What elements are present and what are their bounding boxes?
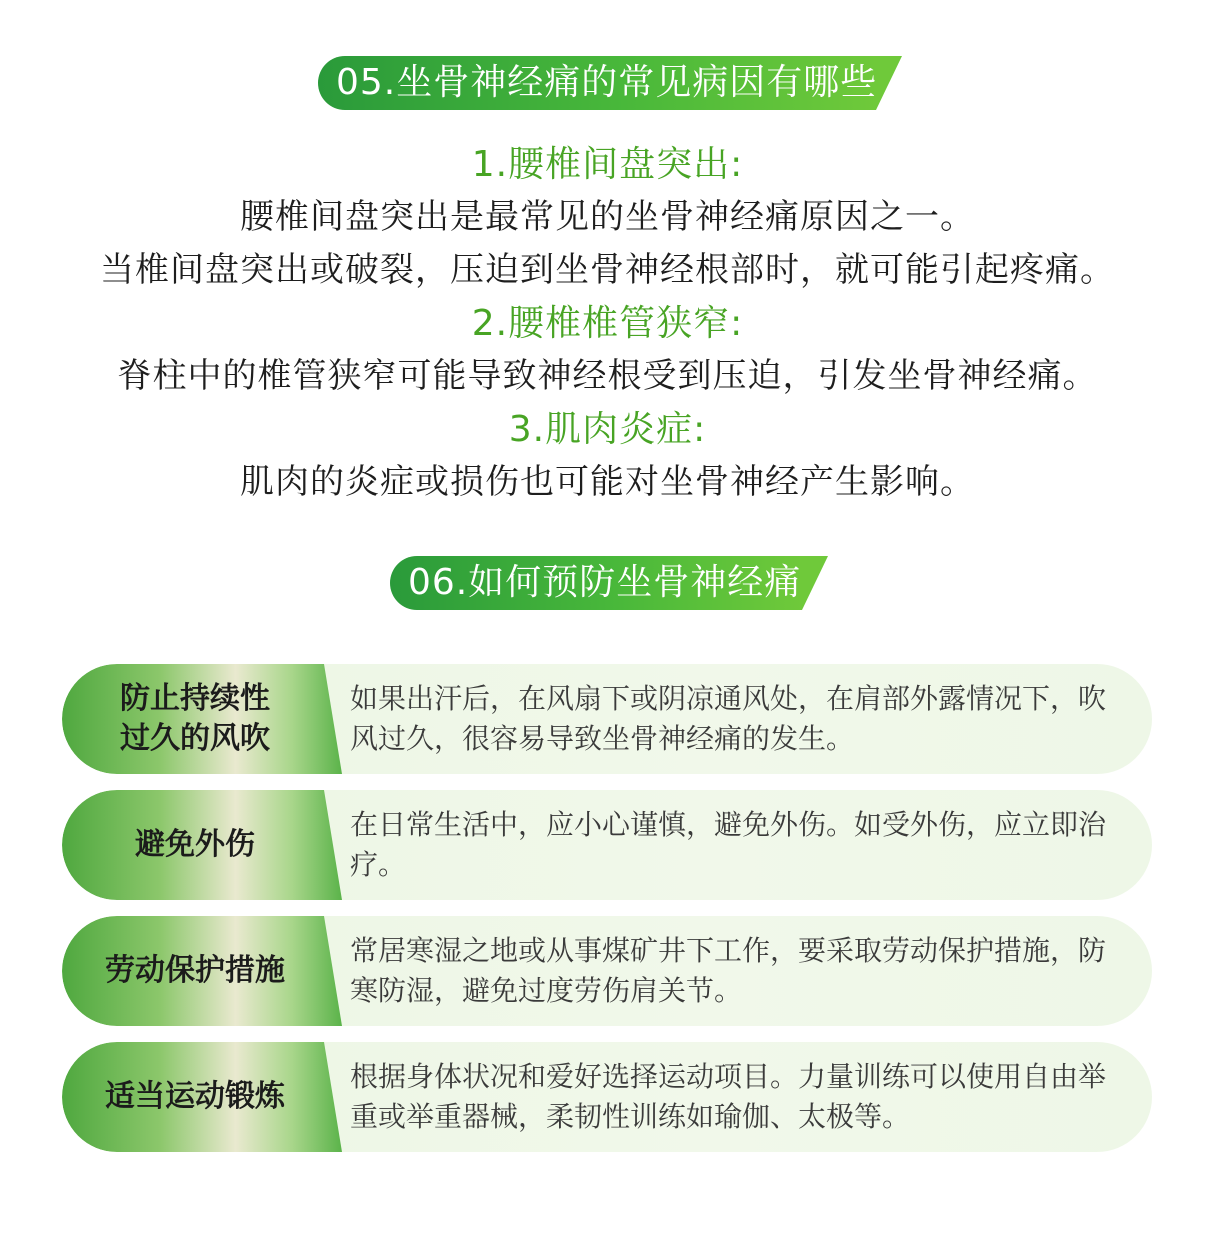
card-description: 常居寒湿之地或从事煤矿井下工作，要采取劳动保护措施，防寒防湿，避免过度劳伤肩关节。: [350, 934, 1107, 1007]
card-description: 如果出汗后，在风扇下或阴凉通风处，在肩部外露情况下，吹风过久，很容易导致坐骨神经痛的发生。: [350, 682, 1107, 755]
cause-3-heading: 3.肌肉炎症:: [508, 409, 707, 450]
card-label-line-1: 防止持续性: [120, 681, 270, 716]
card-label: 避免外伤: [135, 827, 255, 862]
cause-1-line-1: 腰椎间盘突出是最常见的坐骨神经痛原因之一。: [240, 197, 975, 237]
prevention-card-labor-protection: [62, 916, 1152, 1026]
card-label: 劳动保护措施: [105, 953, 285, 988]
cause-3-line-1: 肌肉的炎症或损伤也可能对坐骨神经产生影响。: [240, 462, 975, 502]
prevention-card-exercise: [62, 1042, 1152, 1152]
cause-1-heading: 1.腰椎间盘突出:: [471, 144, 744, 185]
causes-block: [0, 138, 1215, 509]
section-05-title: 05.坐骨神经痛的常见病因有哪些?: [318, 56, 876, 110]
prevention-card-wind: [62, 664, 1152, 774]
card-label: 适当运动锻炼: [105, 1079, 285, 1114]
cause-2-heading: 2.腰椎椎管狭窄:: [471, 303, 744, 344]
cause-1-line-2: 当椎间盘突出或破裂，压迫到坐骨神经根部时，就可能引起疼痛。: [100, 250, 1115, 290]
card-label: [90, 664, 300, 774]
card-description: 在日常生活中，应小心谨慎，避免外伤。如受外伤，应立即治疗。: [350, 808, 1107, 881]
card-description: 根据身体状况和爱好选择运动项目。力量训练可以使用自由举重或举重器械，柔韧性训练如瑜伽、太极等。: [350, 1060, 1107, 1133]
cause-2-line-1: 脊柱中的椎管狭窄可能导致神经根受到压迫，引发坐骨神经痛。: [117, 356, 1098, 396]
section-06-title: 06.如何预防坐骨神经痛?: [390, 556, 802, 610]
prevention-card-injury: [62, 790, 1152, 900]
card-label-line-2: 过久的风吹: [120, 721, 270, 756]
